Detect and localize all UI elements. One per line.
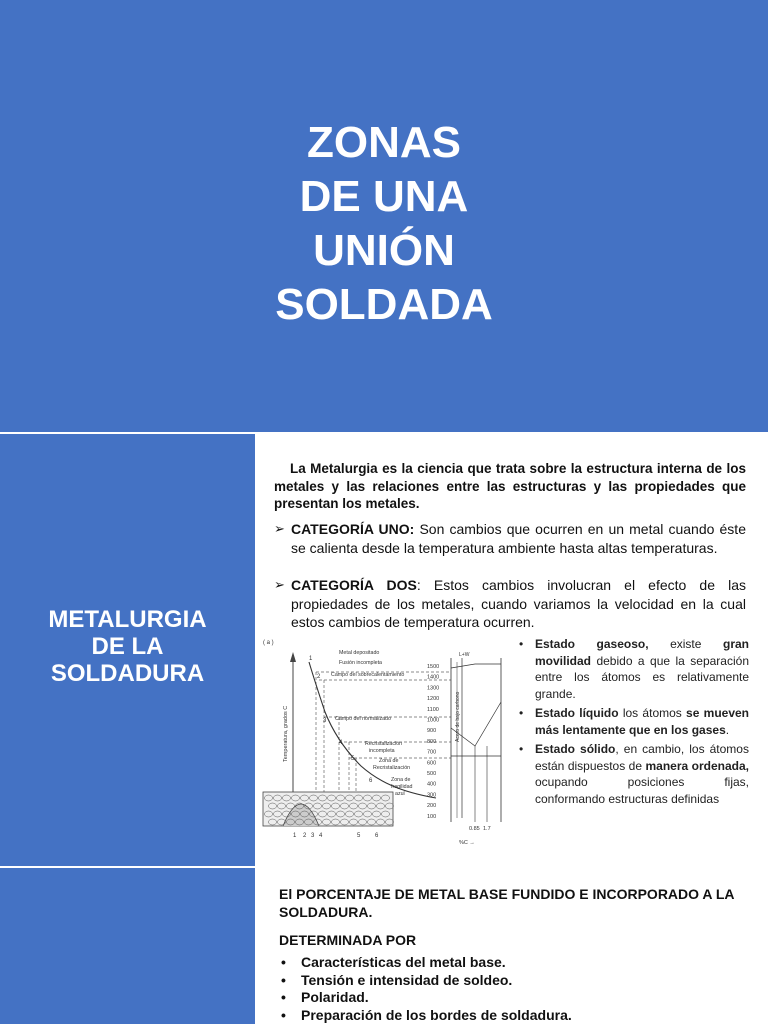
curve-number: 5 (351, 756, 355, 762)
zone-label-cont: fragilidad (391, 784, 413, 790)
bullet-icon: • (281, 1006, 286, 1023)
panel-label: ( a ) (263, 640, 274, 646)
x-tick: 0.85 (469, 826, 480, 832)
curve-number: 3 (323, 718, 327, 724)
zone-label: Campo del normalizado (335, 716, 391, 722)
slide-title (0, 116, 768, 332)
slide3-sidebar (0, 868, 255, 1024)
curve-number: 2 (317, 674, 321, 680)
title-line: METALURGIA (48, 606, 207, 633)
zone-label: Zona de (379, 758, 399, 764)
bullet-text: Estado líquido (535, 706, 619, 720)
category-two (274, 576, 746, 632)
temperature-tick: 1100 (427, 706, 439, 713)
zone-label: Zona de (391, 777, 411, 783)
temperature-tick: 1500 (427, 664, 440, 670)
temperature-tick: 900 (427, 728, 437, 735)
title-line: DE UNA (299, 172, 469, 221)
factors-list (279, 954, 754, 1024)
weld-zone-diagram (261, 632, 513, 850)
x-axis-label: %C → (459, 840, 475, 846)
list-item-text: Preparación de los bordes de soldadura. (301, 1006, 572, 1023)
state-bullet-item (517, 741, 749, 807)
zone-label: Campo del sobrecalentamiento (331, 672, 405, 678)
bullet-text: , en cambio, los átomos están dispuestos de (535, 742, 749, 773)
phase-label: L+W (459, 652, 470, 658)
slide3-heading: El PORCENTAJE DE METAL BASE FUNDIDO E INCORPORADO A LA SOLDADURA. (279, 886, 735, 920)
temperature-tick: 100 (427, 813, 437, 820)
y-axis-label: Temperatura, grados C (283, 705, 289, 762)
temperature-tick: 800 (427, 738, 437, 745)
category-label: CATEGORÍA UNO: (291, 521, 415, 537)
zone-number: 2 (303, 833, 307, 839)
zone-number: 5 (357, 833, 361, 839)
slide2-sidebar (0, 434, 255, 866)
temperature-tick: 700 (427, 749, 437, 756)
state-bullet-item (517, 705, 749, 738)
temperature-tick: 1200 (427, 696, 440, 703)
temperature-tick: 600 (427, 760, 437, 767)
slide3-content (255, 868, 768, 1024)
bullet-text: los átomos (618, 706, 687, 720)
temperature-tick: 200 (427, 803, 437, 810)
zone-number: 4 (319, 833, 323, 839)
title-line: SOLDADURA (50, 660, 205, 687)
intro-paragraph: La Metalurgia es la ciencia que trata sobre la estructura interna de los metales y las relaciones entre las estructuras y las propiedades que presentan los metales. (274, 461, 746, 511)
temperature-tick: 300 (427, 792, 437, 799)
temperature-tick: 500 (427, 771, 437, 777)
bullet-text: se mueven más lentamente que en los gases (535, 706, 749, 737)
arrow-bullet-icon: ➢ (274, 577, 285, 592)
temperature-tick: 1400 (427, 674, 440, 681)
list-item-text: Características del metal base. (301, 954, 506, 970)
bullet-text: gran movilidad (535, 637, 749, 668)
category-one (274, 520, 746, 557)
bullet-text: Estado sólido (535, 742, 616, 756)
zone-label-cont: incompleta (369, 748, 395, 754)
zone-number: 3 (311, 833, 315, 839)
curve-number: 6 (369, 778, 373, 784)
category-text: Son cambios que ocurren en un metal cuando éste se calienta desde la temperatura ambiente hasta altas temperaturas. (291, 521, 746, 556)
bullet-text: manera ordenada, (645, 758, 749, 773)
bullet-icon: • (519, 637, 524, 651)
category-label: CATEGORÍA DOS (291, 577, 417, 593)
bullet-text: debido a que la separación entre los átomos es relativamente grande. (535, 653, 749, 701)
bullet-icon: • (281, 971, 286, 988)
arrow-bullet-icon: ➢ (274, 521, 285, 536)
zone-number: 1 (293, 833, 297, 839)
list-item (279, 972, 754, 990)
list-item-text: Tensión e intensidad de soldeo. (301, 971, 513, 988)
zone-label: Fusión incompleta (339, 660, 382, 666)
list-item-text: Polaridad. (301, 989, 369, 1005)
curve-number: 4 (339, 740, 343, 746)
bullet-text: Estado gaseoso, (535, 637, 649, 651)
temperature-tick: 1300 (427, 685, 440, 692)
slide2-content (255, 434, 768, 866)
bullet-icon: • (519, 706, 524, 720)
zone-number: 6 (375, 833, 379, 839)
list-item (279, 1007, 754, 1024)
curve-number: 1 (309, 656, 313, 662)
temperature-tick: 400 (427, 781, 437, 788)
bullet-icon: • (519, 742, 524, 756)
bullet-text: ocupando posiciones fijas, conformando estructuras definidas (535, 775, 749, 806)
bullet-text: existe (648, 637, 723, 651)
temperature-tick: 1000 (427, 717, 440, 724)
zone-label: Recristalización (365, 741, 403, 747)
title-line: SOLDADA (275, 280, 493, 329)
bullet-icon: • (281, 954, 286, 970)
list-item (279, 989, 754, 1007)
bullet-text: . (725, 722, 730, 737)
zone-label-cont: Recristalización (373, 765, 411, 771)
list-item (279, 954, 754, 972)
title-line: ZONAS (307, 118, 461, 167)
states-list (517, 636, 749, 810)
state-bullet-item (517, 636, 749, 702)
x-tick: 1.7 (483, 826, 491, 832)
slide3-subheading: DETERMINADA POR (279, 932, 417, 948)
bullet-icon: • (281, 989, 286, 1005)
title-slide (0, 0, 768, 432)
title-line: UNIÓN (313, 226, 455, 275)
slide2-title (0, 606, 255, 687)
zone-label-cont: azul (395, 791, 405, 797)
steel-label: Acero de bajo carbono (455, 691, 461, 742)
zone-label: Metal depositado (339, 650, 380, 656)
category-text: : Estos cambios involucran el efecto de las propiedades de los metales, cuando variamos la velocidad en la cual estos cambios de temperatura ocurren. (291, 577, 746, 630)
title-line: DE LA (91, 633, 164, 660)
